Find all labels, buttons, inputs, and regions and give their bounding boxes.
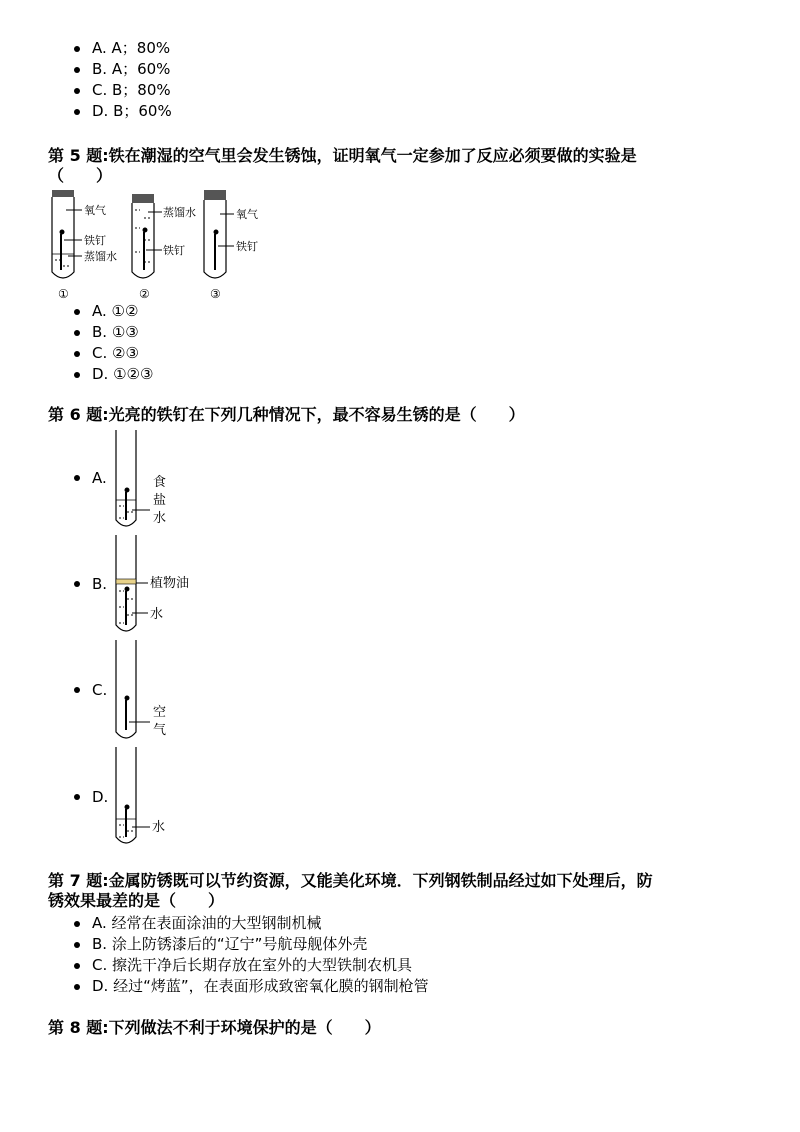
- q5-title-line1: 第 5 题:铁在潮湿的空气里会发生锈蚀，证明氧气一定参加了反应必须要做的实验是: [48, 146, 637, 165]
- q6-a-label-1: 食: [153, 475, 167, 490]
- q7-title: [48, 871, 768, 911]
- q5-tube1-label-nail: 铁钉: [84, 234, 106, 247]
- q6-b-label-water: 水: [150, 607, 164, 622]
- q5-figure: [44, 188, 284, 302]
- q6-option-a-tube: [112, 428, 212, 532]
- bullet-icon: [74, 794, 80, 800]
- q6-option-a[interactable]: [74, 428, 334, 532]
- q6-option-d-letter: D.: [92, 788, 109, 806]
- q5-tube3-label-nail: 铁钉: [236, 240, 258, 253]
- q6-c-label-2: 气: [153, 723, 167, 738]
- q7-title-line2: 锈效果最差的是（ ）: [48, 891, 225, 910]
- q6-option-d[interactable]: [74, 745, 334, 849]
- q5-title-line2: （ ）: [48, 166, 113, 185]
- q5-tube2-number: ②: [139, 287, 150, 301]
- q6-title: 第 6 题:光亮的铁钉在下列几种情况下，最不容易生锈的是（ ）: [48, 405, 525, 424]
- q6-option-c-letter: C.: [92, 681, 108, 699]
- q6-c-label-1: 空: [153, 705, 167, 720]
- q7-title-line1: 第 7 题:金属防锈既可以节约资源，又能美化环境．下列钢铁制品经过如下处理后，防: [48, 871, 653, 890]
- q4-option-d[interactable]: D. B；60%: [74, 101, 172, 122]
- q5-option-d[interactable]: D. ①②③: [74, 364, 153, 385]
- q5-tube1-label-water: 蒸馏水: [84, 250, 117, 263]
- q5-title: [48, 146, 768, 186]
- q5-tube-1: [52, 190, 117, 301]
- q6-option-d-tube: [112, 745, 212, 849]
- q4-option-c[interactable]: C. B；80%: [74, 80, 172, 101]
- q7-option-d[interactable]: D. 经过“烤蓝”，在表面形成致密氧化膜的钢制枪管: [74, 976, 429, 997]
- q5-option-b[interactable]: B. ①③: [74, 322, 153, 343]
- q5-tube3-number: ③: [210, 287, 221, 301]
- q5-tube-3: [204, 190, 258, 301]
- q7-options: [74, 913, 429, 997]
- bullet-icon: [74, 687, 80, 693]
- q7-option-a[interactable]: A. 经常在表面涂油的大型钢制机械: [74, 913, 429, 934]
- q4-option-b[interactable]: B. A；60%: [74, 59, 172, 80]
- q5-option-c[interactable]: C. ②③: [74, 343, 153, 364]
- q5-options: [74, 301, 153, 385]
- q6-option-c[interactable]: [74, 638, 334, 744]
- q4-options: [74, 38, 172, 122]
- q6-option-b-letter: B.: [92, 575, 108, 593]
- q6-option-b-tube: [112, 533, 232, 637]
- q6-a-label-2: 盐: [153, 493, 167, 508]
- q5-tube2-label-nail: 铁钉: [163, 244, 185, 257]
- q7-option-c[interactable]: C. 擦洗干净后长期存放在室外的大型铁制农机具: [74, 955, 429, 976]
- q6-b-label-oil: 植物油: [150, 576, 190, 591]
- q5-option-a[interactable]: A. ①②: [74, 301, 153, 322]
- bullet-icon: [74, 581, 80, 587]
- q6-a-label-3: 水: [153, 511, 167, 526]
- q5-tube3-label-oxygen: 氧气: [236, 208, 258, 221]
- q7-option-b[interactable]: B. 涂上防锈漆后的“辽宁”号航母舰体外壳: [74, 934, 429, 955]
- q6-option-b[interactable]: [74, 533, 334, 637]
- q5-tube1-number: ①: [58, 287, 69, 301]
- bullet-icon: [74, 475, 80, 481]
- q6-d-label-water: 水: [152, 820, 166, 835]
- q6-option-c-tube: [112, 638, 212, 744]
- q4-option-a[interactable]: A. A；80%: [74, 38, 172, 59]
- q5-tube1-label-oxygen: 氧气: [84, 204, 106, 217]
- q6-option-a-letter: A.: [92, 469, 107, 487]
- q8-title: 第 8 题:下列做法不利于环境保护的是（ ）: [48, 1018, 381, 1037]
- q5-tube2-label-water: 蒸馏水: [163, 206, 196, 219]
- q5-tube-2: [132, 194, 196, 301]
